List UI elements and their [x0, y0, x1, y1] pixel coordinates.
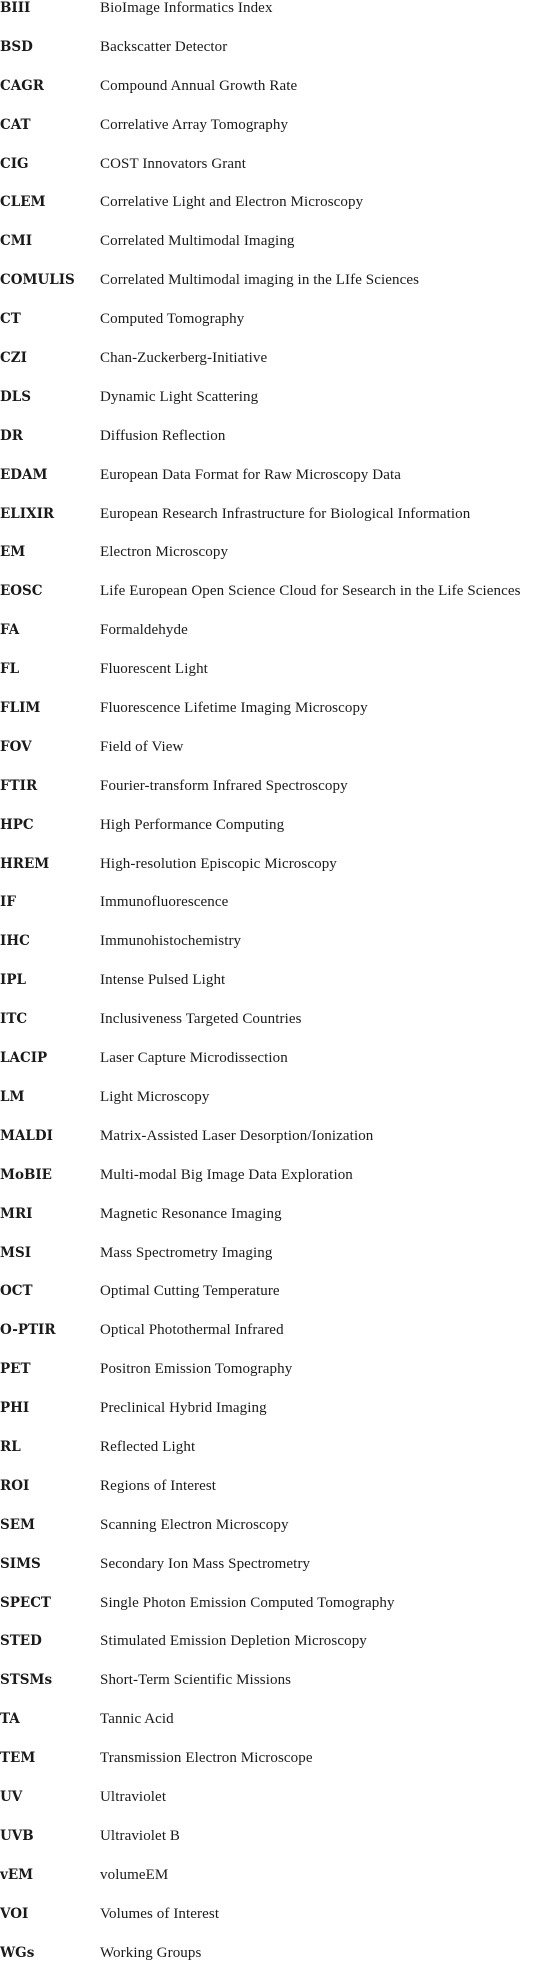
abbreviation-row — [0, 1206, 558, 1245]
abbreviation-definition: Chan-Zuckerberg-Initiative — [100, 350, 268, 367]
abbreviation-row — [0, 1711, 558, 1750]
abbreviation-row — [0, 39, 558, 78]
abbreviation-definition: Immunofluorescence — [100, 894, 229, 911]
abbreviation-definition: Positron Emission Tomography — [100, 1361, 293, 1378]
abbreviation-definition: Optimal Cutting Temperature — [100, 1283, 280, 1300]
abbreviation-row — [0, 1011, 558, 1050]
abbreviation-term: COMULIS — [0, 272, 75, 289]
abbreviation-row — [0, 389, 558, 428]
abbreviation-term: FA — [0, 622, 20, 639]
abbreviation-definition: Life European Open Science Cloud for Sesearch in the Life Sciences — [100, 583, 521, 600]
abbreviation-term: BIII — [0, 0, 31, 16]
abbreviation-term: SPECT — [0, 1594, 51, 1611]
abbreviation-row — [0, 1400, 558, 1439]
abbreviation-row — [0, 272, 558, 311]
abbreviation-term: VOI — [0, 1905, 29, 1922]
abbreviation-definition: Correlative Array Tomography — [100, 116, 289, 133]
abbreviation-term: LACIP — [0, 1050, 48, 1067]
abbreviation-term: MRI — [0, 1205, 33, 1222]
abbreviation-row — [0, 1322, 558, 1361]
abbreviation-definition: High Performance Computing — [100, 816, 285, 833]
abbreviation-term: DR — [0, 427, 23, 444]
abbreviation-term: SEM — [0, 1516, 35, 1533]
abbreviation-term: TEM — [0, 1750, 36, 1767]
abbreviation-definition: Ultraviolet B — [100, 1827, 181, 1844]
abbreviation-term: STSMs — [0, 1672, 53, 1689]
abbreviation-term: CAGR — [0, 77, 44, 94]
abbreviation-definition: COST Innovators Grant — [100, 155, 246, 172]
abbreviation-term: UV — [0, 1788, 23, 1805]
abbreviation-row — [0, 350, 558, 389]
abbreviation-term: MALDI — [0, 1127, 53, 1144]
abbreviation-definition: Diffusion Reflection — [100, 427, 226, 444]
abbreviation-row — [0, 1672, 558, 1711]
abbreviation-definition: volumeEM — [100, 1866, 169, 1883]
abbreviation-definition: BioImage Informatics Index — [100, 0, 273, 16]
abbreviation-term: EDAM — [0, 466, 48, 483]
abbreviation-row — [0, 1128, 558, 1167]
abbreviation-definition: Scanning Electron Microscopy — [100, 1516, 289, 1533]
abbreviation-row — [0, 117, 558, 156]
abbreviation-definition: Tannic Acid — [100, 1711, 174, 1728]
abbreviation-definition: Immunohistochemistry — [100, 933, 242, 950]
abbreviation-row — [0, 1439, 558, 1478]
abbreviation-row — [0, 972, 558, 1011]
abbreviation-row — [0, 1556, 558, 1595]
abbreviation-term: ITC — [0, 1011, 28, 1028]
abbreviation-definition: Laser Capture Microdissection — [100, 1050, 288, 1067]
abbreviation-definition: Field of View — [100, 738, 184, 755]
abbreviation-term: TA — [0, 1711, 20, 1728]
abbreviation-row — [0, 622, 558, 661]
abbreviation-definition: Short-Term Scientific Missions — [100, 1672, 292, 1689]
abbreviation-term: IPL — [0, 972, 26, 989]
abbreviation-term: IHC — [0, 933, 30, 950]
abbreviation-definition: Transmission Electron Microscope — [100, 1750, 313, 1767]
abbreviation-term: PET — [0, 1361, 31, 1378]
abbreviation-definition: European Research Infrastructure for Biological Information — [100, 505, 471, 522]
abbreviation-term: WGs — [0, 1944, 35, 1961]
abbreviation-row — [0, 1478, 558, 1517]
abbreviation-definition: Reflected Light — [100, 1438, 196, 1455]
abbreviation-row — [0, 1050, 558, 1089]
abbreviation-definition: High-resolution Episcopic Microscopy — [100, 855, 337, 872]
abbreviation-row — [0, 778, 558, 817]
abbreviation-row — [0, 311, 558, 350]
abbreviation-definition: Dynamic Light Scattering — [100, 388, 259, 405]
abbreviation-definition: Inclusiveness Targeted Countries — [100, 1011, 302, 1028]
abbreviation-term: ELIXIR — [0, 505, 55, 522]
abbreviation-definition: Fluorescent Light — [100, 661, 208, 678]
abbreviation-row — [0, 1361, 558, 1400]
abbreviation-row — [0, 467, 558, 506]
abbreviation-definition: Single Photon Emission Computed Tomography — [100, 1594, 395, 1611]
abbreviation-term: MSI — [0, 1244, 32, 1261]
abbreviation-definition: European Data Format for Raw Microscopy Data — [100, 466, 401, 483]
abbreviation-row — [0, 1089, 558, 1128]
abbreviation-row — [0, 428, 558, 467]
abbreviation-row — [0, 1517, 558, 1556]
abbreviation-term: FL — [0, 661, 20, 678]
abbreviation-row — [0, 156, 558, 195]
abbreviation-row — [0, 1283, 558, 1322]
abbreviation-term: SIMS — [0, 1555, 41, 1572]
abbreviation-row — [0, 739, 558, 778]
abbreviation-term: MoBIE — [0, 1166, 52, 1183]
abbreviation-term: CT — [0, 311, 21, 328]
abbreviation-definition: Mass Spectrometry Imaging — [100, 1244, 273, 1261]
abbreviation-row — [0, 1750, 558, 1789]
abbreviation-term: DLS — [0, 388, 31, 405]
abbreviation-definition: Fluorescence Lifetime Imaging Microscopy — [100, 700, 368, 717]
abbreviation-term: HREM — [0, 855, 50, 872]
abbreviation-definition: Fourier-transform Infrared Spectroscopy — [100, 777, 348, 794]
abbreviation-row — [0, 1167, 558, 1206]
abbreviation-definition: Working Groups — [100, 1944, 202, 1961]
abbreviation-term: O-PTIR — [0, 1322, 56, 1339]
abbreviation-row — [0, 933, 558, 972]
abbreviation-row — [0, 233, 558, 272]
abbreviation-definition: Stimulated Emission Depletion Microscopy — [100, 1633, 367, 1650]
abbreviation-row — [0, 1906, 558, 1945]
abbreviation-row — [0, 1789, 558, 1828]
abbreviation-definition: Volumes of Interest — [100, 1905, 220, 1922]
abbreviation-row — [0, 583, 558, 622]
abbreviation-definition: Correlative Light and Electron Microscopy — [100, 194, 364, 211]
abbreviation-term: BSD — [0, 38, 33, 55]
abbreviation-term: EM — [0, 544, 26, 561]
abbreviation-definition: Matrix-Assisted Laser Desorption/Ionization — [100, 1127, 374, 1144]
abbreviation-row — [0, 856, 558, 895]
abbreviation-definition: Correlated Multimodal imaging in the LIfe Sciences — [100, 272, 420, 289]
abbreviation-row — [0, 817, 558, 856]
abbreviation-term: HPC — [0, 816, 34, 833]
abbreviation-row — [0, 1633, 558, 1672]
abbreviation-row — [0, 1595, 558, 1634]
abbreviation-row — [0, 894, 558, 933]
abbreviation-definition: Compound Annual Growth Rate — [100, 77, 298, 94]
abbreviation-row — [0, 194, 558, 233]
abbreviation-term: CLEM — [0, 194, 46, 211]
abbreviation-term: PHI — [0, 1400, 30, 1417]
abbreviation-term: LM — [0, 1088, 25, 1105]
abbreviation-definition: Ultraviolet — [100, 1788, 167, 1805]
abbreviation-row — [0, 506, 558, 545]
abbreviation-term: CAT — [0, 116, 31, 133]
abbreviation-term: vEM — [0, 1866, 34, 1883]
abbreviation-term: FOV — [0, 738, 32, 755]
abbreviation-term: ROI — [0, 1477, 30, 1494]
abbreviation-definition: Intense Pulsed Light — [100, 972, 226, 989]
abbreviation-row — [0, 661, 558, 700]
abbreviation-row — [0, 1945, 558, 1983]
abbreviation-term: UVB — [0, 1827, 34, 1844]
abbreviation-row — [0, 700, 558, 739]
abbreviation-definition: Optical Photothermal Infrared — [100, 1322, 284, 1339]
abbreviation-definition: Light Microscopy — [100, 1088, 210, 1105]
abbreviation-definition: Secondary Ion Mass Spectrometry — [100, 1555, 311, 1572]
abbreviation-row — [0, 0, 558, 39]
abbreviation-term: IF — [0, 894, 16, 911]
abbreviation-row — [0, 1828, 558, 1867]
abbreviation-definition: Electron Microscopy — [100, 544, 229, 561]
abbreviation-row — [0, 78, 558, 117]
abbreviation-term: CMI — [0, 233, 33, 250]
abbreviation-term: FTIR — [0, 777, 38, 794]
abbreviation-term: RL — [0, 1438, 21, 1455]
abbreviation-definition: Backscatter Detector — [100, 38, 228, 55]
abbreviation-definition: Formaldehyde — [100, 622, 188, 639]
abbreviation-row — [0, 1867, 558, 1906]
abbreviation-definition: Regions of Interest — [100, 1477, 217, 1494]
abbreviation-term: STED — [0, 1633, 42, 1650]
abbreviation-definition: Correlated Multimodal Imaging — [100, 233, 295, 250]
abbreviation-term: CIG — [0, 155, 29, 172]
abbreviation-row — [0, 1245, 558, 1284]
abbreviation-definition: Magnetic Resonance Imaging — [100, 1205, 282, 1222]
abbreviation-term: OCT — [0, 1283, 33, 1300]
abbreviation-definition: Computed Tomography — [100, 311, 245, 328]
abbreviation-term: FLIM — [0, 700, 41, 717]
abbreviation-definition: Preclinical Hybrid Imaging — [100, 1400, 267, 1417]
abbreviation-definition: Multi-modal Big Image Data Exploration — [100, 1166, 353, 1183]
abbreviation-row — [0, 544, 558, 583]
abbreviation-term: CZI — [0, 350, 27, 367]
abbreviation-term: EOSC — [0, 583, 43, 600]
